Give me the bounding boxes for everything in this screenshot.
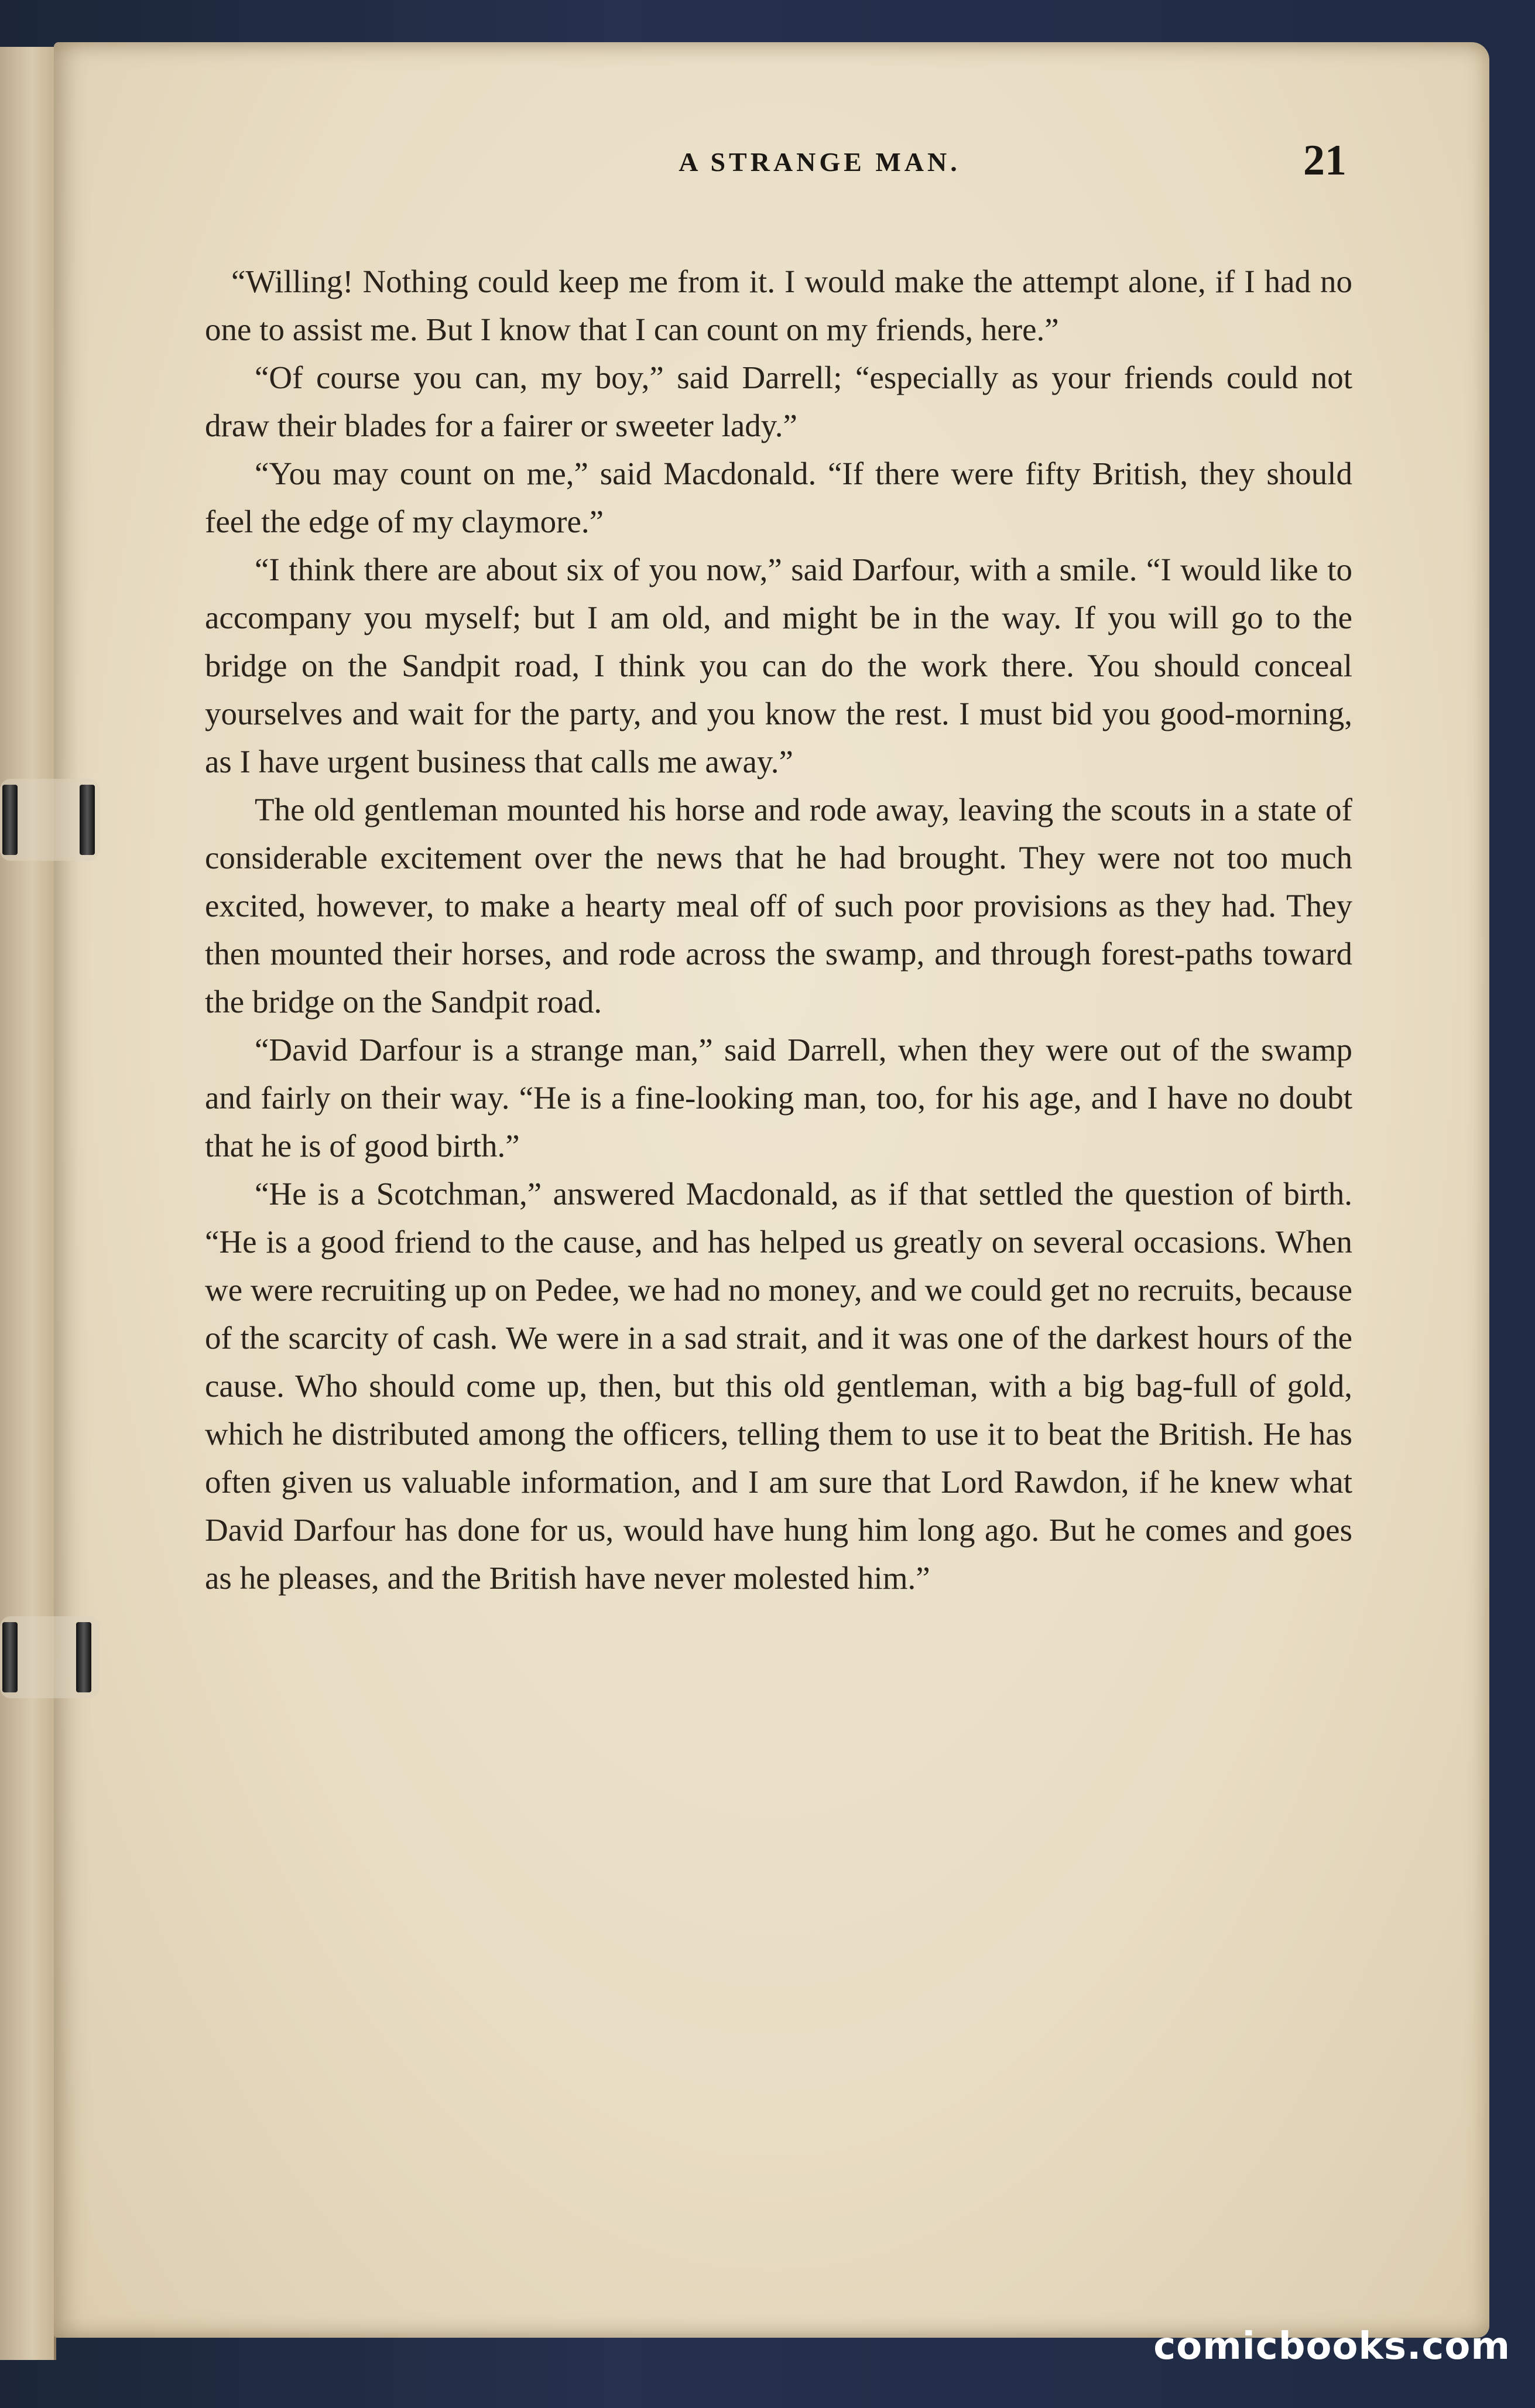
paragraph: “Of course you can, my boy,” said Darrell; “especially as your friends could not draw their blades for a fairer or sweeter lady.” — [205, 360, 1352, 443]
site-watermark: comicbooks.com — [1153, 2325, 1510, 2368]
staple-icon — [80, 785, 95, 855]
paragraph: “David Darfour is a strange man,” said Darrell, when they were out of the swamp and fairly on their way. “He is a fine-looking man, too, for his age, and I have no doubt that he is of good birth.” — [205, 1032, 1352, 1164]
paragraph: “I think there are about six of you now,” said Darfour, with a smile. “I would like to accompany you myself; but I am old, and might be in the way. If you will go to the bridge on the Sandpit road, I think you can do the work there. You should conceal yourselves and wait for the party, and you know the rest. I must bid you good-morning, as I have urgent business that calls me away.” — [205, 552, 1352, 779]
paragraph: “He is a Scotchman,” answered Macdonald, as if that settled the question of birth. “He is a good friend to the cause, and has helped us greatly on several occasions. When we were recruiting up on Pedee, we had no money, and we could get no recruits, because of the scarcity of cash. We were in a sad strait, and it was one of the darkest hours of the cause. Who should come up, then, but this old gentleman, with a big bag-full of gold, which he distributed among the officers, telling them to use it to beat the British. He has often given us valuable information, and I am sure that Lord Rawdon, if he knew what David Darfour has done for us, would have hung him long ago. But he comes and goes as he pleases, and the British have never molested him.” — [205, 1176, 1352, 1596]
staple-icon — [2, 785, 18, 855]
binding-stitch-lower — [0, 1610, 100, 1698]
paragraph: “You may count on me,” said Macdonald. “If there were fifty British, they should feel the edge of my claymore.” — [205, 456, 1352, 539]
running-title: A STRANGE MAN. — [679, 147, 961, 177]
facing-page-edge — [0, 47, 56, 2360]
staple-icon — [76, 1622, 91, 1692]
paragraph: The old gentleman mounted his horse and rode away, leaving the scouts in a state of considerable excitement over the news that he had brought. They were not too much excited, however, to make a hearty meal off of such poor provisions as they had. They then mounted their horses, and rode across the swamp, and through forest-paths toward the bridge on the Sandpit road. — [205, 792, 1352, 1020]
body-text — [205, 258, 1352, 1602]
binding-stitch-upper — [0, 773, 100, 861]
page-number: 21 — [1303, 136, 1346, 184]
staple-icon — [2, 1622, 18, 1692]
paragraph: “Willing! Nothing could keep me from it. I would make the attempt alone, if I had no one to assist me. But I know that I can count on my friends, here.” — [205, 264, 1352, 347]
